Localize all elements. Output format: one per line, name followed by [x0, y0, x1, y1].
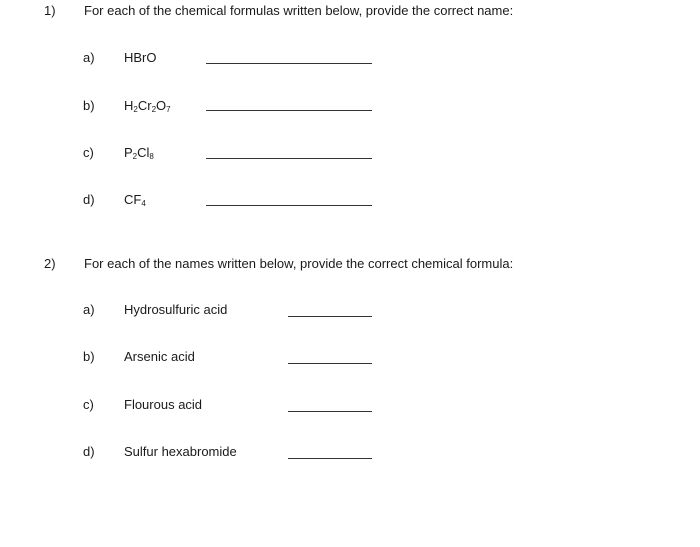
- formula-symbol: P: [124, 145, 133, 160]
- q2-item-a-answer-blank[interactable]: [288, 316, 372, 317]
- q2-item-b-letter: b): [83, 349, 95, 364]
- q1-item-b-formula: [124, 99, 171, 112]
- formula-symbol: O: [156, 98, 167, 113]
- question-1-number: 1): [44, 3, 56, 18]
- formula-subscript: 2: [132, 152, 138, 161]
- q1-item-c-answer-blank[interactable]: [206, 158, 372, 159]
- formula-symbol: H: [124, 98, 134, 113]
- q2-item-a-letter: a): [83, 302, 95, 317]
- formula-symbol: Cr: [137, 98, 152, 113]
- q2-item-d-name: Sulfur hexabromide: [124, 444, 237, 459]
- formula-subscript: 4: [141, 199, 146, 208]
- question-1-prompt: For each of the chemical formulas written below, provide the correct name:: [84, 3, 514, 18]
- formula-subscript: 2: [133, 105, 138, 114]
- q2-item-c-letter: c): [83, 397, 94, 412]
- q2-item-c-answer-blank[interactable]: [288, 411, 372, 412]
- q1-item-b-answer-blank[interactable]: [206, 110, 372, 111]
- q1-item-a-answer-blank[interactable]: [206, 63, 372, 64]
- q2-item-c-name: Flourous acid: [124, 397, 203, 412]
- question-2-number: 2): [44, 256, 56, 271]
- q1-item-c-formula: [124, 146, 154, 159]
- formula-subscript: 8: [149, 152, 154, 161]
- q1-item-a-formula: [124, 51, 157, 64]
- formula-symbol: Cl: [137, 145, 150, 160]
- formula-subscript: 7: [166, 105, 171, 114]
- formula-symbol: CF: [124, 192, 142, 207]
- q2-item-b-name: Arsenic acid: [124, 349, 195, 364]
- q1-item-d-letter: d): [83, 192, 95, 207]
- q1-item-d-answer-blank[interactable]: [206, 205, 372, 206]
- formula-symbol: HBrO: [124, 50, 157, 65]
- q2-item-a-name: Hydrosulfuric acid: [124, 302, 228, 317]
- q2-item-b-answer-blank[interactable]: [288, 363, 372, 364]
- q1-item-d-formula: [124, 193, 146, 206]
- formula-subscript: 2: [151, 105, 157, 114]
- question-2-prompt: For each of the names written below, provide the correct chemical formula:: [84, 256, 514, 271]
- q1-item-b-letter: b): [83, 98, 95, 113]
- q1-item-a-letter: a): [83, 50, 95, 65]
- q1-item-c-letter: c): [83, 145, 94, 160]
- q2-item-d-answer-blank[interactable]: [288, 458, 372, 459]
- q2-item-d-letter: d): [83, 444, 95, 459]
